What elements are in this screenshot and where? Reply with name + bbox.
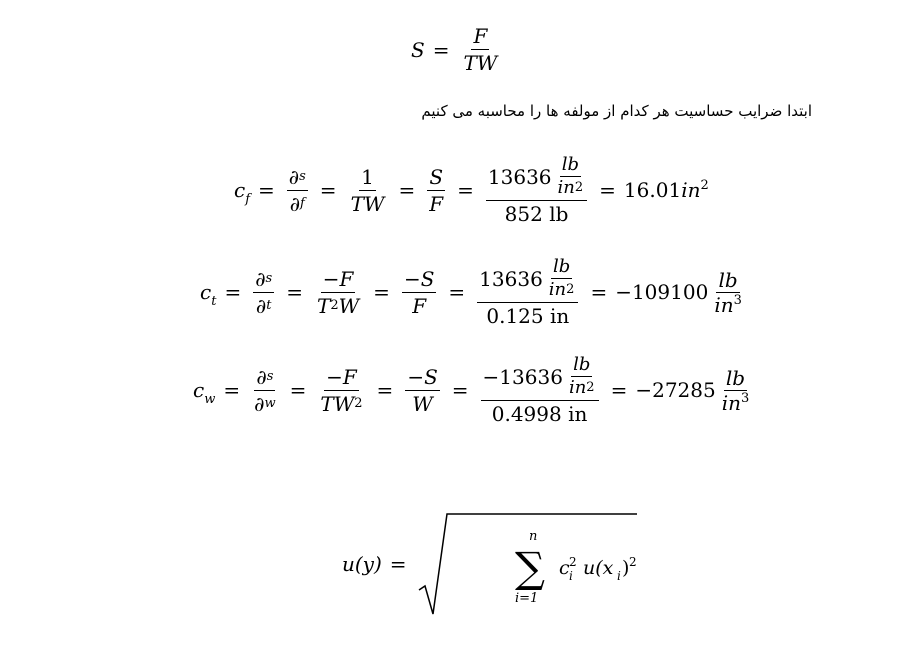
ct-partial-fraction: ∂ s ∂ t — [255, 266, 273, 318]
u-xi: u(x — [582, 557, 613, 579]
u-exp: 2 — [628, 555, 637, 569]
equation-cw: $c_w$ = ∂ s ∂ w = −F TW 2 = $\frac{-S}{W}$ = −13636 lb in 2 0.4998 in = −27285 $\frac{lb}{in^3}$ — [193, 354, 750, 426]
cf-fraction-3: $\frac{S}{F}$ — [429, 164, 444, 216]
cw-fraction-3: $\frac{-S}{W}$ — [407, 364, 438, 416]
eq0-fraction — [461, 26, 499, 73]
ct-lhs: $c_t$ — [200, 280, 217, 309]
equation-s-definition — [411, 26, 503, 73]
cf-fraction-2: $\frac{1}{TW}$ — [350, 164, 385, 216]
cw-value-fraction: −13636 lb in 2 0.4998 in — [481, 356, 599, 424]
equation-combined-uncertainty: u(y) = n ∑ i=1 c 2 i u(x i ) 2 — [342, 510, 639, 618]
eq0-lhs: S — [411, 37, 425, 62]
sqrt-sign — [417, 510, 639, 618]
cw-partial-fraction: ∂ s ∂ w — [254, 364, 276, 416]
coefficient-c: c — [558, 557, 570, 579]
eq0-numerator: F — [473, 24, 488, 48]
ct-fraction-3: $\frac{-S}{F}$ — [403, 266, 435, 318]
cw-fraction-2: −F TW 2 — [320, 364, 363, 416]
equals-sign: = — [432, 37, 450, 62]
cw-result: −27285 $\frac{lb}{in^3}$ — [635, 365, 750, 415]
ct-value-fraction: 13636 lb in 2 0.125 in — [477, 258, 578, 326]
u-close-paren: ) — [621, 557, 629, 579]
u-xi-sub: i — [616, 569, 621, 583]
cf-partial-fraction: ∂ s ∂ f — [288, 164, 306, 216]
summation-symbol: ∑ — [514, 543, 545, 592]
coefficient-exp: 2 — [568, 555, 577, 569]
equation-cf: $c_f$ = ∂ s ∂ f = $\frac{1}{TW}$ = $\frac{S}{F}$ = 13636 lb in 2 852 lb = $16.01in^2$ — [234, 154, 709, 226]
cw-lhs: $c_w$ — [193, 378, 216, 407]
explanation-text: ابتدا ضرایب حساسیت هر کدام از مولفه ها را محاسبه می کنیم — [421, 102, 812, 120]
ct-fraction-2: −F T 2 W — [316, 266, 360, 318]
sum-lower-limit: i=1 — [514, 591, 538, 606]
sum-upper-limit: n — [528, 529, 537, 544]
eq0-denominator: TW — [463, 51, 498, 75]
ct-result: −109100 $\frac{lb}{in^3}$ — [615, 267, 742, 317]
cf-result: $16.01in^2$ — [623, 178, 709, 202]
u-lhs: u(y) — [342, 552, 382, 576]
coefficient-sub: i — [568, 569, 573, 583]
cf-lhs: $c_f$ — [234, 178, 251, 207]
cf-value-fraction: 13636 lb in 2 852 lb — [486, 156, 587, 224]
equation-ct: $c_t$ = ∂ s ∂ t = −F T 2 W = $\frac{-S}{F}$ = 13636 lb in 2 0.125 in = −109100 $\frac{lb}{in^3}$ — [200, 256, 742, 328]
